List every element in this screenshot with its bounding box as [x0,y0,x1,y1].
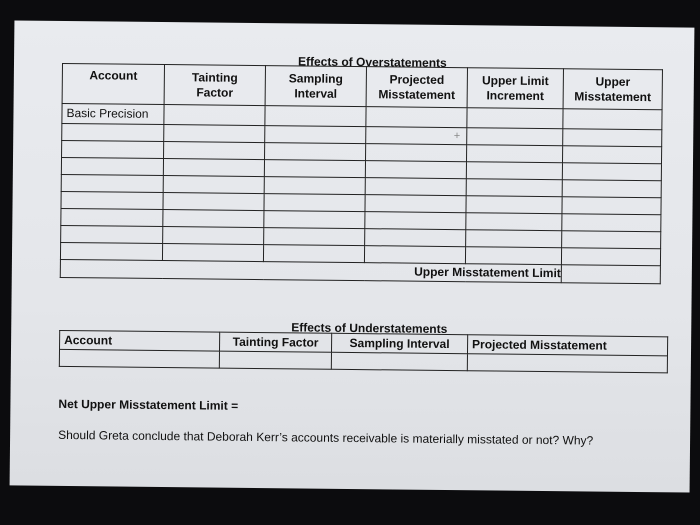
basic-precision-label: Basic Precision [62,103,164,124]
cell[interactable] [366,144,467,162]
cell[interactable] [61,174,163,192]
under-header-projected-misstatement: Projected Misstatement [467,335,667,356]
cell[interactable] [365,161,466,179]
cell[interactable] [562,231,661,249]
header-tainting-factor: Tainting Factor [164,65,265,106]
cell[interactable] [365,178,466,196]
under-header-account: Account [60,330,220,351]
cell[interactable] [562,214,661,232]
cell[interactable] [467,354,667,373]
cell[interactable] [466,145,562,163]
cell[interactable] [62,140,164,158]
cell[interactable] [163,159,264,177]
cell[interactable] [164,125,265,143]
cell[interactable] [164,142,265,160]
cell[interactable] [466,230,562,248]
cell[interactable] [163,193,264,211]
cell[interactable] [61,225,163,243]
cell[interactable] [366,127,467,145]
cell[interactable] [164,105,265,126]
cell[interactable] [561,248,660,266]
cell[interactable] [562,146,661,164]
upper-misstatement-limit-value[interactable] [561,265,660,284]
cell[interactable] [265,126,366,144]
question-text: Should Greta conclude that Deborah Kerr’s accounts receivable is materially misstated or not? Why? [58,427,594,448]
cell[interactable] [365,229,466,247]
upper-misstatement-limit-label: Upper Misstatement Limit [60,259,561,282]
cell[interactable] [467,108,563,129]
cell[interactable] [263,245,364,263]
overstatements-table [60,63,663,284]
cell[interactable] [264,211,365,229]
cell[interactable] [264,228,365,246]
net-upper-misstatement-limit: Net Upper Misstatement Limit = [58,396,239,413]
cell[interactable] [466,179,562,197]
cell[interactable] [163,227,264,245]
cell[interactable] [563,129,662,147]
overstatements-title: Effects of Overstatements [297,54,447,70]
cell[interactable] [562,180,661,198]
document-sheet [10,20,695,492]
cell[interactable] [466,162,562,180]
cell[interactable] [162,244,263,262]
cell[interactable] [61,191,163,209]
cell[interactable] [466,196,562,214]
cell[interactable] [265,106,366,127]
cell[interactable] [563,109,662,130]
cell[interactable] [264,194,365,212]
cell[interactable] [365,212,466,230]
cell[interactable] [365,195,466,213]
understatements-title: Effects of Understatements [291,320,448,337]
under-header-sampling-interval: Sampling Interval [331,333,467,353]
cell[interactable] [61,208,163,226]
cell[interactable] [331,352,467,370]
header-sampling-interval: Sampling Interval [265,66,366,107]
cell[interactable] [163,176,264,194]
cell[interactable] [466,213,562,231]
plus-mark: + [453,130,461,143]
cell[interactable] [264,177,365,195]
cell[interactable] [562,197,661,215]
header-account: Account [62,63,164,104]
cell[interactable] [60,242,162,260]
understatements-table [59,330,668,373]
header-upper-misstatement: Upper Misstatement [563,69,662,110]
cell[interactable] [364,246,465,264]
header-projected-misstatement: Projected Misstatement [366,67,467,108]
cell[interactable] [61,157,163,175]
cell[interactable] [467,128,563,146]
cell[interactable] [562,163,661,181]
cell[interactable] [62,123,164,141]
under-header-tainting-factor: Tainting Factor [220,332,332,352]
cell[interactable] [366,107,467,128]
cell[interactable] [465,247,561,265]
cell[interactable] [219,351,331,369]
cell[interactable] [59,349,219,368]
header-upper-limit-increment: Upper Limit Increment [467,68,563,109]
cell[interactable] [264,160,365,178]
cell[interactable] [265,143,366,161]
cell[interactable] [163,210,264,228]
